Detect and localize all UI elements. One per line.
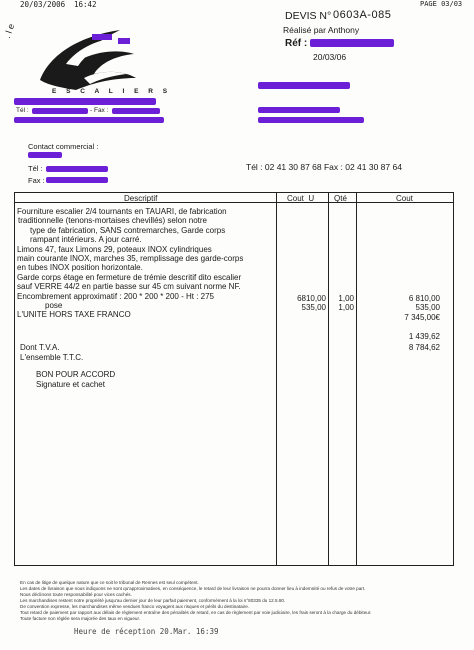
description-block bbox=[17, 207, 275, 320]
ttc-amount: 8 784,62 bbox=[408, 343, 440, 352]
fax-page: PAGE 03/03 bbox=[420, 0, 463, 8]
description-line: main courante INOX, marches 35, remplissage des garde-corps bbox=[17, 254, 244, 264]
client-address-redacted bbox=[258, 107, 340, 113]
logo-brand-text: E S C A L I E R S bbox=[52, 88, 172, 95]
ref-value-redacted bbox=[310, 39, 394, 47]
logo-side-mark: . l e bbox=[2, 22, 17, 40]
quantity-column bbox=[329, 294, 354, 313]
description-line: Limons 47, faux Limons 29, poteaux INOX cylindriques bbox=[17, 244, 212, 254]
description-line: traditionnelle (tenons-mortaises chevillés) selon notre bbox=[18, 216, 207, 226]
legal-line: Nous déclinons toute responsabilité pour vices cachés. bbox=[20, 592, 132, 597]
fax-time: 16:42 bbox=[74, 0, 97, 9]
legal-line: Les dates de livraison que nous indiquons ne sont qu'approximatives, en conséquence, le retard de leur livraison ne pourra donner lieu à indemnité ou refus de votre part. bbox=[20, 586, 366, 591]
legal-footer bbox=[20, 580, 440, 622]
quantity: 1,00 bbox=[338, 303, 354, 313]
col-divider bbox=[328, 192, 329, 566]
fax-date: 20/03/2006 bbox=[20, 0, 66, 9]
description-line: pose bbox=[45, 301, 63, 311]
line-total: 535,00 bbox=[415, 303, 440, 313]
legal-line: De convention expresse, les marchandises même vendues franco voyagent aux risques et périls du destinataire. bbox=[20, 604, 250, 609]
contact-tel-redacted bbox=[46, 166, 108, 172]
line-total: 6 810,00 bbox=[408, 294, 440, 303]
quantity: 1,00 bbox=[338, 294, 354, 303]
col-divider bbox=[356, 192, 357, 566]
header-cout: Cout bbox=[396, 194, 413, 203]
line-total-column bbox=[357, 294, 440, 322]
unit-price: 535,00 bbox=[301, 303, 326, 313]
company-fax-label: - Fax : bbox=[90, 107, 109, 114]
description-line: L'UNITE HORS TAXE FRANCO bbox=[17, 310, 131, 320]
contact-tel-label: Tél : bbox=[28, 164, 43, 173]
devis-date: 20/03/06 bbox=[313, 52, 347, 62]
tva-amount: 1 439,62 bbox=[408, 332, 440, 341]
description-line: en tubes INOX position horizontale. bbox=[17, 263, 143, 273]
contact-label: Contact commercial : bbox=[28, 142, 99, 151]
devis-author: Réalisé par Anthony bbox=[283, 25, 360, 35]
company-tel-redacted bbox=[32, 108, 88, 114]
devis-number-label: DEVIS N° bbox=[285, 10, 332, 22]
description-line: type de fabrication, SANS contremarches, Garde corps bbox=[30, 225, 226, 235]
unit-price-column bbox=[276, 294, 326, 313]
contact-name-redacted bbox=[28, 152, 62, 158]
description-line: Fourniture escalier 2/4 tournants en TAUARI, de fabrication bbox=[17, 207, 227, 216]
contact-fax-redacted bbox=[46, 177, 108, 183]
description-line: Garde corps étage en fermeture de trémie descritif dito escalier bbox=[17, 272, 242, 282]
ttc-label: L'ensemble T.T.C. bbox=[20, 353, 84, 362]
total-ht: 7 345,00€ bbox=[404, 312, 440, 322]
company-tel-label: Tél : bbox=[16, 107, 29, 114]
legal-line: Les marchandises restent notre propriété jusqu'au dernier jour de leur parfait paiement, conformément à la loi n°80335 du 12.5.80. bbox=[20, 598, 286, 603]
legal-line: En cas de litige de quelque nature que ce soit le tribunal de Rennes est seul compétent. bbox=[20, 580, 199, 585]
ref-label: Réf : bbox=[285, 38, 308, 49]
company-fax-redacted bbox=[112, 108, 160, 114]
legal-line: Toute facture non réglée sera majorée des taux en vigueur. bbox=[20, 616, 141, 621]
tva-label: Dont T.V.A. bbox=[20, 343, 60, 352]
reception-time: Heure de réception 20.Mar. 16:39 bbox=[74, 627, 219, 636]
description-line: sauf VERRE 44/2 en partie basse sur 45 cm suivant norme NF. bbox=[17, 282, 241, 292]
contact-phone-fax: Tél : 02 41 30 87 68 Fax : 02 41 30 87 64 bbox=[246, 162, 402, 172]
company-name-redacted bbox=[14, 98, 156, 105]
legal-line: Tout retard de paiement par rapport aux délais de règlement entraîne des pénalités de retard, en cas de règlement par voie judiciaire, les frais seront à la charge du débiteur. bbox=[20, 610, 372, 615]
bon-pour-accord: BON POUR ACCORD bbox=[36, 370, 116, 379]
client-city-redacted bbox=[258, 117, 364, 123]
description-line: rampant intérieurs. A jour carré. bbox=[30, 235, 142, 245]
col-divider bbox=[276, 192, 277, 566]
unit-price: 6810,00 bbox=[297, 294, 326, 303]
description-line: Encombrement approximatif : 200 * 200 * 200 - Ht : 275 bbox=[17, 291, 214, 301]
header-cout-u: Cout_U bbox=[287, 194, 315, 203]
header-qte: Qté bbox=[334, 194, 347, 203]
company-address-redacted bbox=[14, 117, 164, 123]
signature-cachet: Signature et cachet bbox=[36, 380, 105, 389]
header-descriptif: Descriptif bbox=[124, 194, 158, 203]
table-header-row bbox=[14, 192, 454, 203]
client-name-redacted bbox=[258, 82, 350, 89]
contact-fax-label: Fax : bbox=[28, 176, 45, 185]
devis-number: 0603A-085 bbox=[333, 9, 392, 21]
